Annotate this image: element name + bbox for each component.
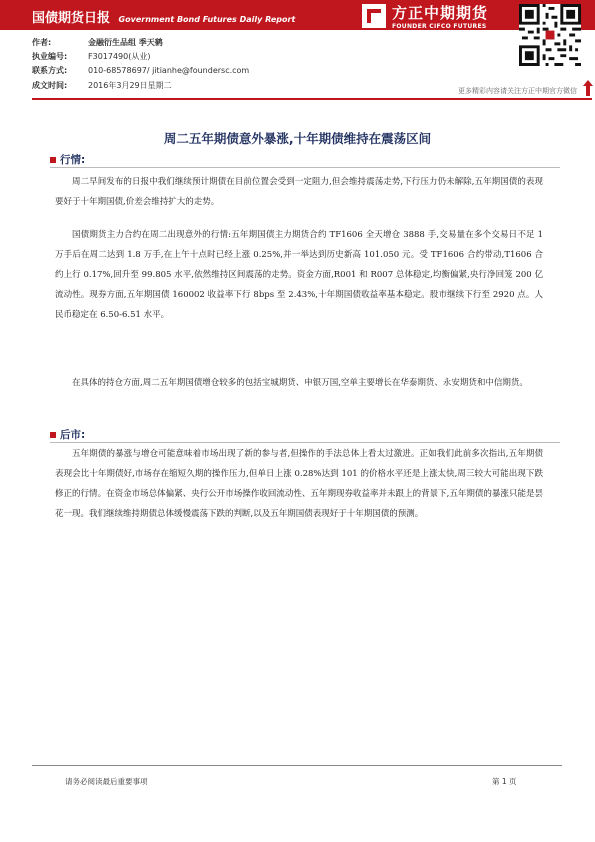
logo-mark-icon <box>362 4 386 28</box>
arrow-up-icon <box>583 80 593 96</box>
section-heading-text: 行情: <box>60 154 86 166</box>
page-number: 第 1 页 <box>492 777 517 786</box>
bullet-square-icon <box>50 432 56 438</box>
report-type-cn: 国债期货日报 <box>32 11 111 26</box>
meta-label: 联系方式: <box>32 66 68 75</box>
section-divider <box>50 167 560 168</box>
section-heading-market <box>50 152 85 167</box>
logo-name-en: FOUNDER CIFCO FUTURES <box>392 23 487 30</box>
company-logo <box>362 4 512 36</box>
meta-value: 金融衍生品组 季天鹤 <box>88 38 163 47</box>
meta-value: 2016年3月29日星期二 <box>88 81 172 90</box>
meta-label: 执业编号: <box>32 52 68 61</box>
logo-name-cn: 方正中期期货 <box>392 4 489 22</box>
section-heading-outlook <box>50 427 85 442</box>
header-rule <box>32 98 592 100</box>
meta-label: 成文时间: <box>32 81 68 90</box>
report-type-en: Government Bond Futures Daily Report <box>118 15 296 24</box>
bullet-square-icon <box>50 157 56 163</box>
follow-wechat-text[interactable]: 更多精彩内容请关注方正中期官方微信 <box>458 87 577 95</box>
paragraph: 五年期债的暴涨与增仓可能意味着市场出现了新的参与者,但操作的手法总体上看太过激进。正如我们此前多次指出,五年期债表现会比十年期债好,市场存在缩短久期的操作压力,但单日上涨 0.28%达到 101 的价格水平还是上涨太快,周三较大可能出现下跌修正的行情。在资金市场总体偏紧、央行公开市场操作收回流动性、五年期现券收益率并未跟上的背景下,五年期债的暴涨只能是昙花一现。我们继续维持期债总体缓慢震荡下跌的判断,以及五年期国债表现好于十年期国债的预测。 <box>55 449 543 519</box>
wechat-qr-code-icon <box>519 4 581 66</box>
meta-license <box>32 51 150 62</box>
section-divider <box>50 442 560 443</box>
meta-date <box>32 80 172 91</box>
paragraph: 在具体的持仓方面,周二五年期国债增仓较多的包括宝城期货、申银万国,空单主要增长在华泰期货、永安期货和中信期货。 <box>72 378 528 388</box>
paragraph: 周二早间发布的日报中我们继续预计期债在目前位置会受到一定阻力,但会维持震荡走势,下行压力仍未解除,五年期国债的表现要好于十年期国债,价差会维持扩大的走势。 <box>55 177 543 207</box>
report-title: 周二五年期债意外暴涨,十年期债维持在震荡区间 <box>163 131 432 146</box>
meta-contact <box>32 65 249 76</box>
meta-label: 作者: <box>32 38 52 47</box>
report-type-title <box>32 7 295 26</box>
meta-value: F3017490(从业) <box>88 52 151 61</box>
footer-rule <box>32 765 562 766</box>
meta-author <box>32 37 163 48</box>
section-heading-text: 后市: <box>60 429 86 441</box>
meta-value: 010-68578697/ jitianhe@foundersc.com <box>88 66 250 75</box>
paragraph: 国债期货主力合约在周二出现意外的行情:五年期国债主力期货合约 TF1606 全天增仓 3888 手,交易量在多个交易日不足 1 万手后在周二达到 1.8 万手,在上午十点时已经上涨 0.25%,并一举达到历史新高 101.050 元。受 TF1606 合约带动,T1606 合约上行 0.17%,回升至 99.805 水平,依然维持区间震荡的走势。资金方面,R001 和 R007 总体稳定,均衡偏紧,央行净回笼 200 亿流动性。现券方面,五年期国债 160002 收益率下行 8bps 至 2.43%,十年期国债收益率基本稳定。股市继续下行至 2920 点。人民币稳定在 6.50-6.51 水平。 <box>55 230 543 320</box>
footer-notice: 请务必阅读最后重要事项 <box>65 777 148 786</box>
